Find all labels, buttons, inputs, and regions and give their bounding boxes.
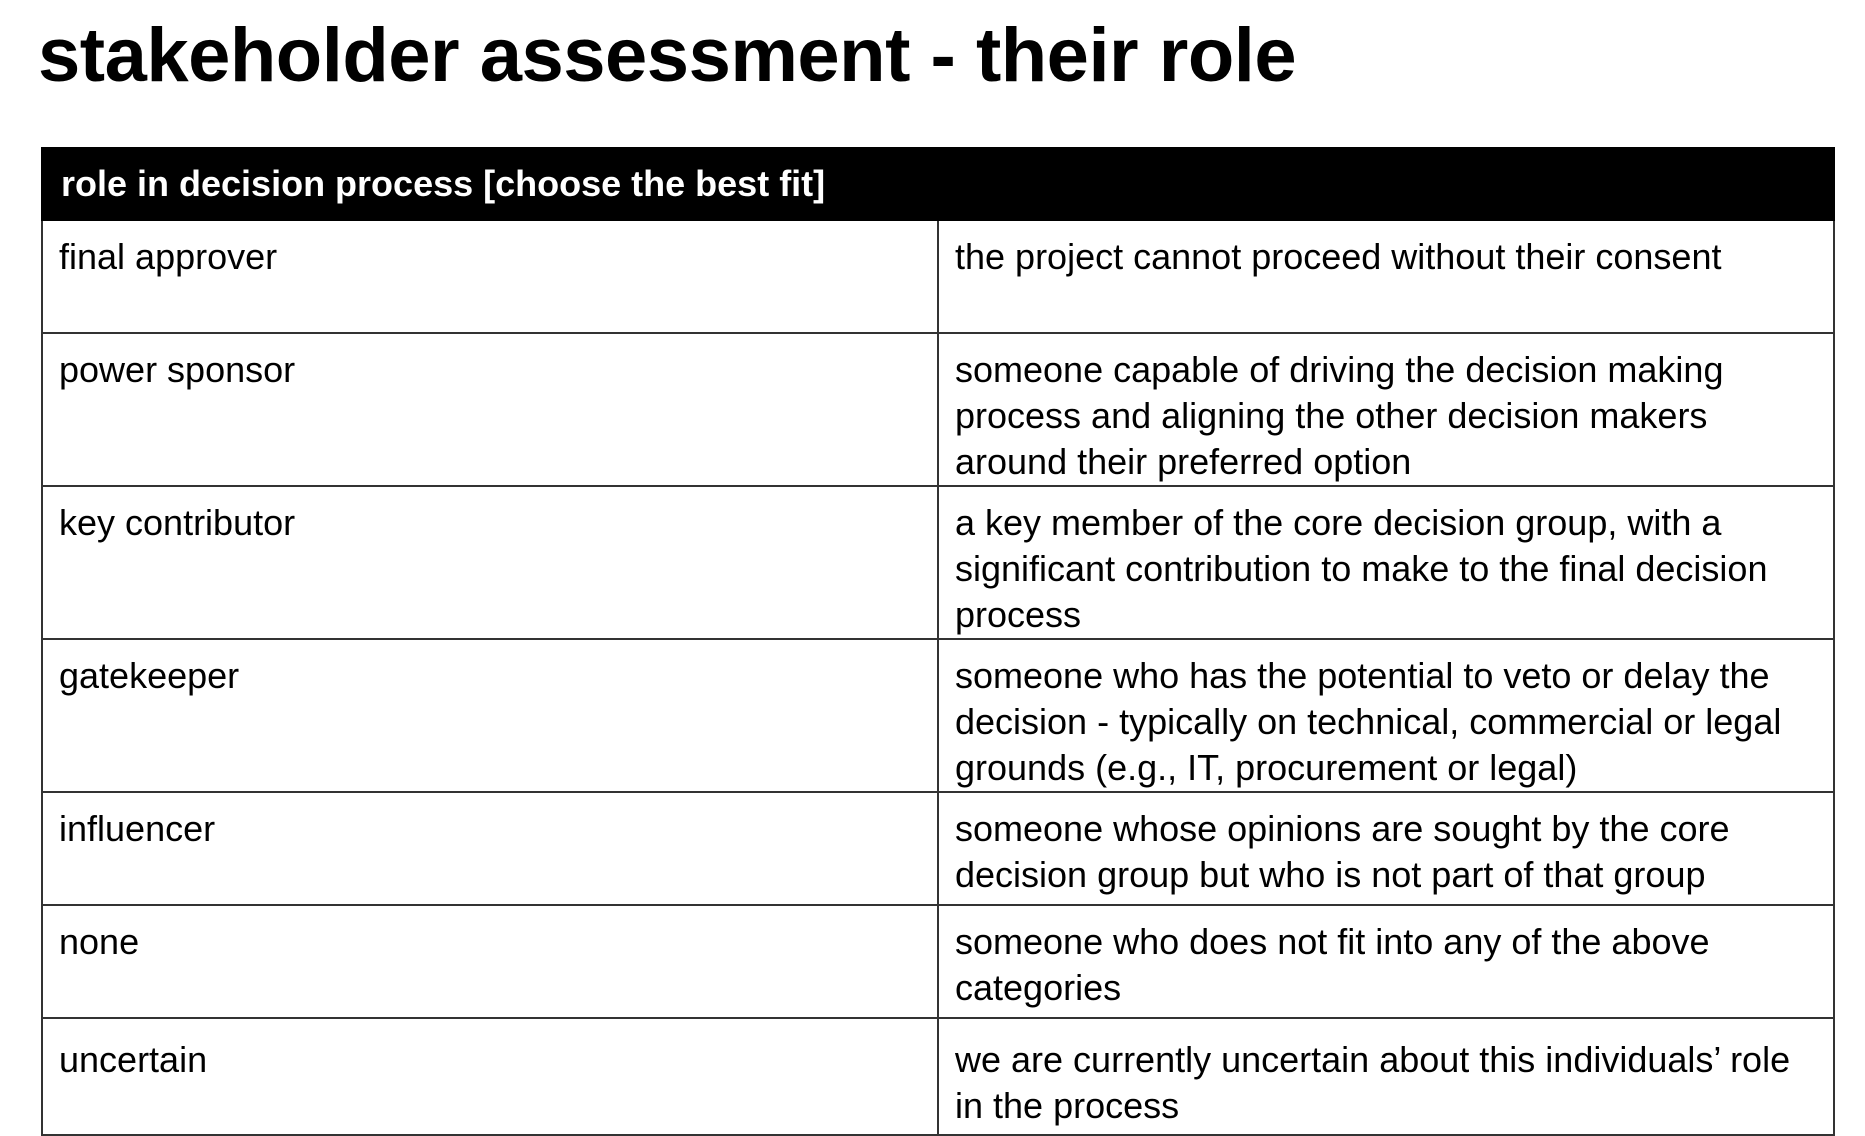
table-row: [42, 905, 1834, 1018]
role-description-key-contributor: a key member of the core decision group, with a significant contribution to make to the final decision process: [938, 486, 1834, 639]
role-name-power-sponsor: power sponsor: [42, 333, 938, 486]
role-description-none: someone who does not fit into any of the above categories: [938, 905, 1834, 1018]
role-description-power-sponsor: someone capable of driving the decision making process and aligning the other decision makers around their preferred option: [938, 333, 1834, 486]
role-name-none: none: [42, 905, 938, 1018]
role-name-gatekeeper: gatekeeper: [42, 639, 938, 792]
role-name-uncertain: uncertain: [42, 1018, 938, 1135]
table-row: [42, 639, 1834, 792]
role-table: [41, 147, 1835, 1136]
table-row: [42, 486, 1834, 639]
role-description-final-approver: the project cannot proceed without their consent: [938, 220, 1834, 333]
role-name-final-approver: final approver: [42, 220, 938, 333]
role-description-uncertain: we are currently uncertain about this individuals’ role in the process: [938, 1018, 1834, 1135]
table-row: [42, 220, 1834, 333]
table-row: [42, 792, 1834, 905]
table-row: [42, 1018, 1834, 1135]
role-name-key-contributor: key contributor: [42, 486, 938, 639]
role-name-influencer: influencer: [42, 792, 938, 905]
role-description-gatekeeper: someone who has the potential to veto or delay the decision - typically on technical, commercial or legal grounds (e.g., IT, procurement or legal): [938, 639, 1834, 792]
role-description-influencer: someone whose opinions are sought by the core decision group but who is not part of that group: [938, 792, 1834, 905]
table-row: [42, 333, 1834, 486]
page-title: stakeholder assessment - their role: [38, 13, 1297, 98]
table-header-row: [42, 148, 1834, 220]
table-header: role in decision process [choose the best fit]: [42, 148, 1834, 220]
